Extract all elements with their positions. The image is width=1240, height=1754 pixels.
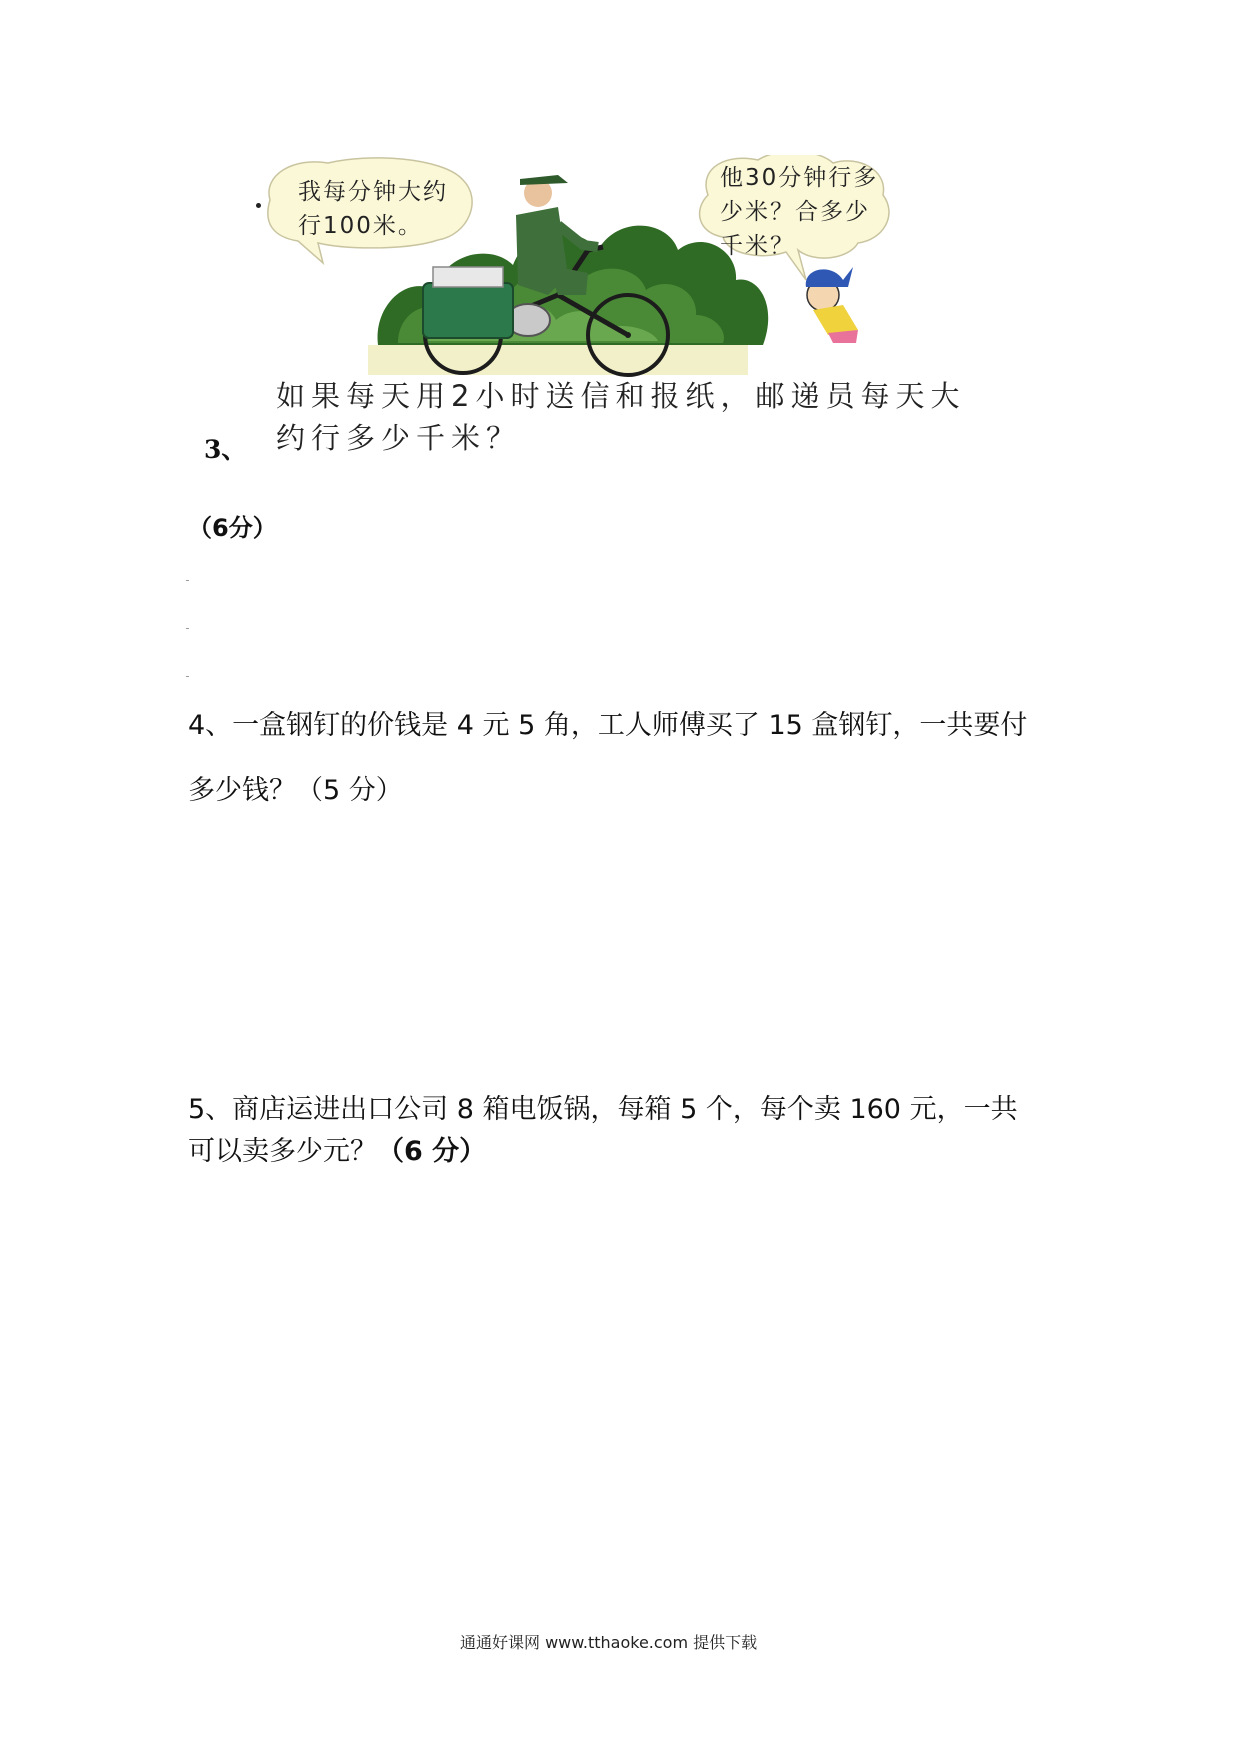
q5-line1: 5、商店运进出口公司 8 箱电饭锅，每箱 5 个，每个卖 160 元，一共 (188, 1094, 1018, 1125)
q3-caption-line1: 如果每天用2小时送信和报纸，邮递员每天大 (276, 379, 966, 413)
q4-line2: 多少钱？（5 分） (188, 775, 403, 806)
q3-number: 3、 (204, 435, 247, 464)
q5-score: （6 分） (377, 1136, 487, 1167)
q3-score: （6分） (188, 514, 277, 542)
q5-line2 (188, 1132, 486, 1172)
margin-tick (186, 676, 189, 677)
q3-caption-line2: 约行多少千米？ (276, 421, 522, 455)
footer-source: 通通好课网 www.tthaoke.com 提供下载 (460, 1633, 758, 1652)
q5-question-text: 可以卖多少元？ (188, 1136, 377, 1167)
cartoon-girl-icon (806, 267, 858, 343)
margin-tick (186, 628, 189, 629)
q4-line1: 4、一盒钢钉的价钱是 4 元 5 角，工人师傅买了 15 盒钢钉，一共要付 (188, 710, 1028, 741)
bubble-text-right: 他30分钟行多 少米？合多少 千米？ (720, 165, 879, 259)
bubble-text-left: 我每分钟大约 行100米。 (298, 179, 448, 239)
margin-tick (186, 580, 189, 581)
ground (368, 345, 748, 375)
